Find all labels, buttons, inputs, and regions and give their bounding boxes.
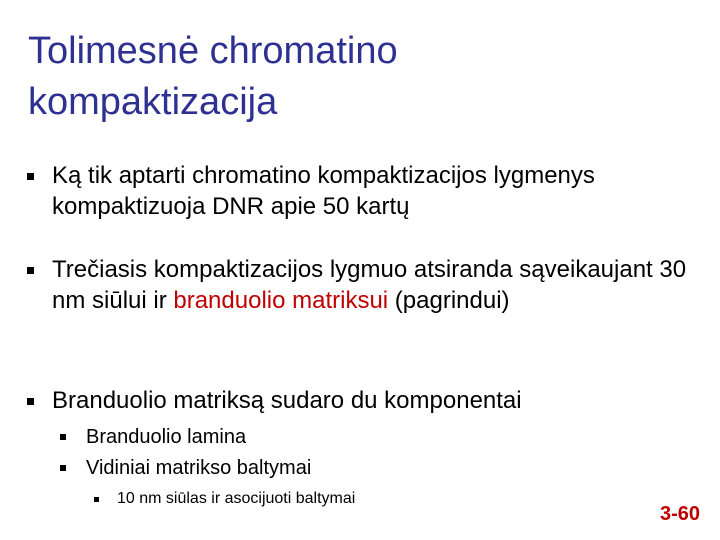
bullet-marker xyxy=(27,398,34,405)
sub-bullet-marker xyxy=(60,434,66,440)
bullet-2-text-end: (pagrindui) xyxy=(388,287,510,314)
sub-bullet-marker xyxy=(60,465,66,471)
sub-bullet-item-1: Branduolio lamina xyxy=(86,426,247,448)
slide-title-line2: kompaktizacija xyxy=(28,81,278,123)
slide-title xyxy=(28,26,688,128)
sub-bullet-item-2: Vidiniai matrikso baltymai xyxy=(86,457,312,479)
bullet-item-1: Ką tik aptarti chromatino kompaktizacijos lygmenys kompaktizuoja DNR apie 50 kartų xyxy=(52,162,595,220)
sub-sub-bullet-item: 10 nm siūlas ir asocijuoti baltymai xyxy=(117,490,356,507)
bullet-item-2 xyxy=(52,254,692,316)
bullet-item-3: Branduolio matriksą sudaro du komponentai xyxy=(52,387,522,414)
slide-title-line1: Tolimesnė chromatino xyxy=(28,30,398,72)
bullet-marker xyxy=(27,173,34,180)
slide-number: 3-60 xyxy=(659,503,700,525)
bullet-2-highlight: branduolio matriksui xyxy=(173,287,389,314)
bullet-marker xyxy=(27,267,34,274)
bullet-2-text-start: Trečiasis kompaktizacijos lygmuo atsiranda sąveikaujant 30 nm siūlui ir xyxy=(52,256,687,314)
sub-sub-bullet-marker xyxy=(94,497,99,502)
